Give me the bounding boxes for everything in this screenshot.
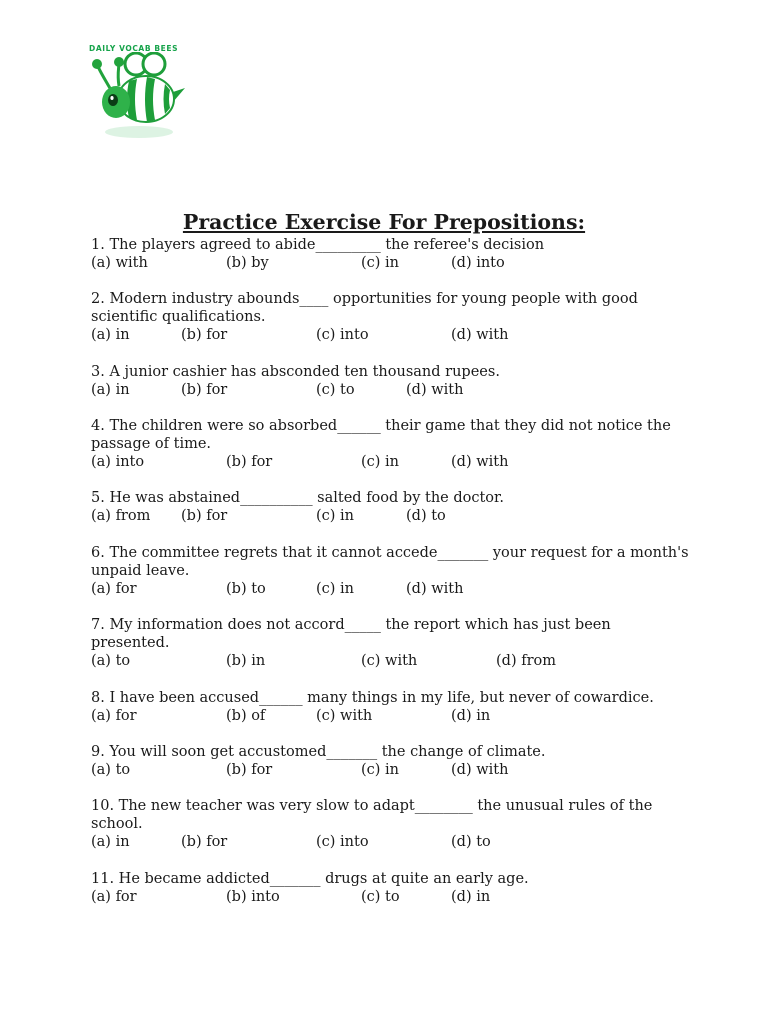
question-6 [91, 544, 691, 599]
question-5 [91, 489, 691, 525]
options-row [91, 761, 691, 779]
option-c: (c) to [316, 382, 355, 399]
option-b: (b) in [226, 653, 266, 670]
option-a: (a) into [91, 454, 145, 471]
option-a: (a) for [91, 889, 137, 906]
option-c: (c) with [361, 653, 418, 670]
option-a: (a) for [91, 708, 137, 725]
question-7 [91, 616, 691, 671]
option-b: (b) for [226, 762, 273, 779]
option-c: (c) in [316, 508, 355, 525]
option-d: (d) into [451, 255, 505, 272]
options-row [91, 381, 691, 399]
question-text: 8. I have been accused______ many things in my life, but never of cowardice. [91, 690, 654, 706]
option-d: (d) in [451, 708, 491, 725]
option-d: (d) with [406, 382, 464, 399]
options-row [91, 326, 691, 344]
option-d: (d) to [451, 834, 491, 851]
question-text: 3. A junior cashier has absconded ten thousand rupees. [91, 364, 500, 380]
option-d: (d) with [406, 581, 464, 598]
option-b: (b) into [226, 889, 280, 906]
logo-title: DAILY VOCAB BEES [89, 44, 179, 53]
question-11 [91, 870, 691, 906]
option-a: (a) to [91, 653, 131, 670]
option-c: (c) to [361, 889, 400, 906]
question-text: 5. He was abstained__________ salted food by the doctor. [91, 490, 504, 506]
options-row [91, 833, 691, 851]
question-3 [91, 363, 691, 399]
logo [89, 44, 201, 142]
option-b: (b) for [226, 454, 273, 471]
option-b: (b) for [181, 508, 228, 525]
options-row [91, 254, 691, 272]
question-text: 9. You will soon get accustomed_______ the change of climate. [91, 744, 546, 760]
question-text: 11. He became addicted_______ drugs at quite an early age. [91, 871, 529, 887]
option-a: (a) in [91, 327, 130, 344]
question-text: 1. The players agreed to abide_________ the referee's decision [91, 237, 545, 253]
option-d: (d) to [406, 508, 446, 525]
question-text: 10. The new teacher was very slow to adapt________ the unusual rules of the school. [91, 798, 653, 833]
question-10 [91, 797, 691, 852]
question-1 [91, 236, 691, 272]
question-9 [91, 743, 691, 779]
option-c: (c) in [316, 581, 355, 598]
options-row [91, 652, 691, 670]
option-c: (c) into [316, 327, 369, 344]
page-title: Practice Exercise For Prepositions: [182, 210, 586, 234]
option-b: (b) of [226, 708, 266, 725]
question-text: 2. Modern industry abounds____ opportunities for young people with good scientific qualifications. [91, 291, 638, 326]
option-a: (a) from [91, 508, 151, 525]
option-d: (d) with [451, 762, 509, 779]
question-8 [91, 689, 691, 725]
options-row [91, 888, 691, 906]
option-b: (b) by [226, 255, 269, 272]
question-text: 4. The children were so absorbed______ their game that they did not notice the passage of time. [91, 418, 671, 453]
option-a: (a) with [91, 255, 148, 272]
options-row [91, 707, 691, 725]
option-a: (a) in [91, 382, 130, 399]
option-c: (c) with [316, 708, 373, 725]
bee-icon [89, 52, 201, 142]
question-text: 7. My information does not accord_____ the report which has just been presented. [91, 617, 611, 652]
options-row [91, 453, 691, 471]
option-a: (a) in [91, 834, 130, 851]
option-d: (d) with [451, 327, 509, 344]
question-2 [91, 290, 691, 345]
option-c: (c) in [361, 762, 400, 779]
option-a: (a) to [91, 762, 131, 779]
option-d: (d) in [451, 889, 491, 906]
option-c: (c) into [316, 834, 369, 851]
option-d: (d) with [451, 454, 509, 471]
option-c: (c) in [361, 454, 400, 471]
question-4 [91, 417, 691, 472]
option-b: (b) for [181, 834, 228, 851]
option-a: (a) for [91, 581, 137, 598]
question-text: 6. The committee regrets that it cannot accede_______ your request for a month's unpaid leave. [91, 545, 689, 580]
option-b: (b) for [181, 327, 228, 344]
option-b: (b) to [226, 581, 266, 598]
options-row [91, 507, 691, 525]
option-c: (c) in [361, 255, 400, 272]
option-d: (d) from [496, 653, 556, 670]
option-b: (b) for [181, 382, 228, 399]
options-row [91, 580, 691, 598]
